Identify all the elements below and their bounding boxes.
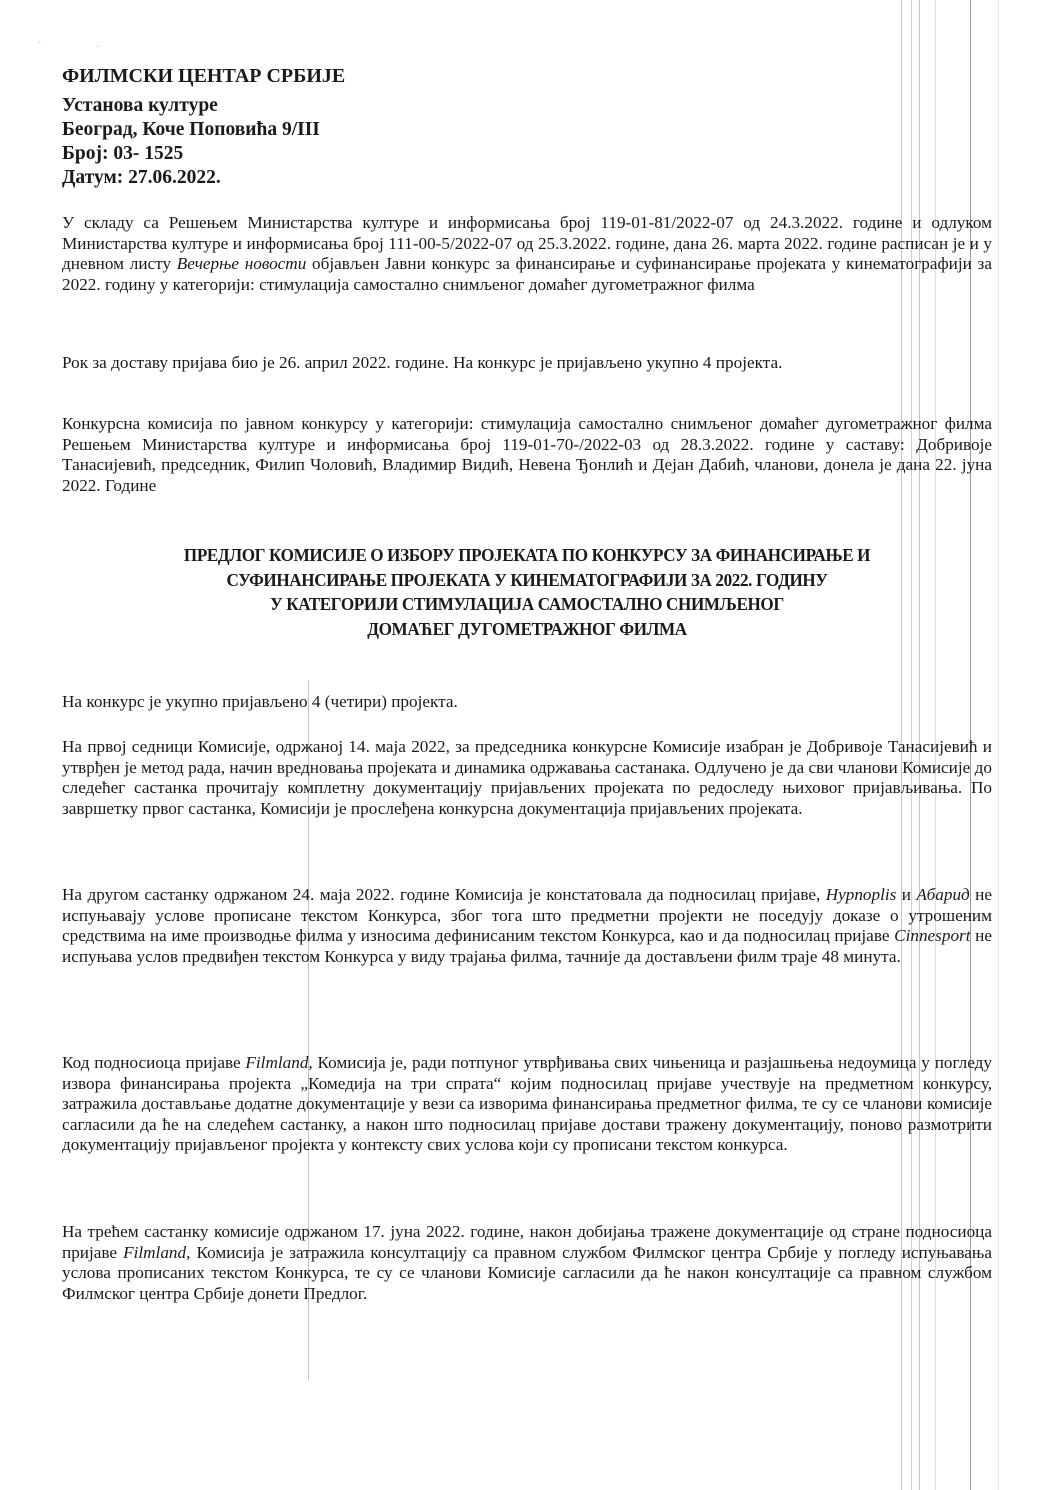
document-header (62, 64, 345, 190)
title-line: У КАТЕГОРИЈИ СТИМУЛАЦИЈА САМОСТАЛНО СНИМЉЕНОГ (270, 594, 784, 614)
text-span: Комисија је затражила консултацију са правном службом Филмског центра Србије у погледу испуњавања услова прописаних текстом Конкурса, те су се чланови Комисије сагласили да ће након консултације са правном службом Филмског центра Србије донети Предлог. (62, 1242, 992, 1303)
title-line: ДОМАЋЕГ ДУГОМЕТРАЖНОГ ФИЛМА (367, 618, 687, 639)
filmland-paragraph (62, 1053, 992, 1156)
text-span: не испуњавају услове прописане текстом Конкурса, због тога што предметни пројекти не поседују доказе о утрошеним средствима на име производње филма у износима дефинисаним текстом Конкурса, као и да подносилац пријаве (62, 885, 992, 946)
intro-paragraph (62, 213, 992, 295)
text-span: објављен Јавни конкурс за финансирање и суфинансирање пројеката у кинематографији за 2022. годину у категорији: стимулација самостално снимљеног домаћег дугометражног филма (62, 254, 992, 294)
organization-name: ФИЛМСКИ ЦЕНТАР СРБИЈЕ (62, 65, 346, 87)
commission-paragraph: Конкурсна комисија по јавном конкурсу у категорији: стимулација самостално снимљеног домаћег дугометражног филма Решењем Министарства културе и информисања број 119-01-70-/2022-03 од 28.3.2022. године у саставу: Добривоје Танасијевић, председник, Филип Чоловић, Владимир Видић, Невена Ђонлић и Дејан Дабић, чланови, донела је дана 22. јуна 2022. Године (62, 414, 992, 495)
applications-count-paragraph: На конкурс је укупно пријављено 4 (четири) пројекта. (62, 692, 458, 711)
scan-speck: · (96, 42, 100, 53)
text-span: У складу са Решењем Министарства културе и информисања број 119-01-81/2022-07 од 24.3.2022. године и одлуком Министарства културе и информисања број 111-00-5/2022-07 од 25.3.2022. године, дана 26. марта 2022. године расписан је и у дневном листу (62, 213, 992, 274)
applicant-name: Filmland, (123, 1242, 191, 1262)
title-line: СУФИНАНСИРАЊЕ ПРОЈЕКАТА У КИНЕМАТОГРАФИЈИ ЗА 2022. ГОДИНУ (226, 569, 828, 590)
text-span: На другом састанку одржаном 24. маја 2022. године Комисија је констатовала да подносилац пријаве, (62, 885, 826, 904)
applicant-name: Cinnesport (894, 926, 971, 946)
text-span: и (896, 885, 917, 904)
text-span: не испуњава услов предвиђен текстом Конкурса у виду трајања филма, тачније да достављени филм траје 48 минута. (62, 926, 992, 966)
text-span: Код подносиоца пријаве (62, 1053, 246, 1072)
title-line: ПРЕДЛОГ КОМИСИЈЕ О ИЗБОРУ ПРОЈЕКАТА ПО КОНКУРСУ ЗА ФИНАНСИРАЊЕ И (183, 545, 871, 565)
scan-speck: · (38, 38, 42, 49)
applicant-name: Filmland, (245, 1053, 313, 1072)
deadline-paragraph: Рок за доставу пријава био је 26. април 2022. године. На конкурс је пријављено укупно 4 пројекта. (62, 353, 783, 372)
second-meeting-paragraph (62, 885, 992, 967)
applicant-name: Hypnoplis (825, 885, 897, 904)
document-number: Број: 03- 1525 (62, 143, 184, 164)
document-date: Датум: 27.06.2022. (62, 167, 221, 188)
proposal-title (95, 543, 960, 641)
newspaper-name: Вечерње новости (176, 254, 307, 274)
text-span: На трећем састанку комисије одржаном 17. јуна 2022. године, након добијања тражене документације од стране подносиоца пријаве (62, 1222, 992, 1262)
applicant-name: Абарид (916, 885, 970, 904)
text-span: Комисија је, ради потпуног утврђивања свих чињеница и разјашњења недоумица у погледу извора финансирања пројекта „Комедија на три спрата“ којим подносилац пријаве учествује на предметном конкурсу, затражила достављање додатне документације у вези са изворима финансирања предметног филма, те су се чланови комисије сагласили да ће на следећем састанку, а након што подносилац пријаве достави тражену документацију, поново размотрити документацију пријављеног пројекта у контексту свих услова који су прописани текстом конкурса. (62, 1053, 992, 1155)
scan-artifact-line (998, 0, 999, 1490)
third-meeting-paragraph (62, 1222, 992, 1304)
address: Београд, Коче Поповића 9/III (62, 119, 320, 140)
institution-type: Установа културе (62, 95, 218, 116)
first-session-paragraph: На првој седници Комисије, одржаној 14. маја 2022, за председника конкурсне Комисије изабран је Добривоје Танасијевић и утврђен је метод рада, начин вредновања пројеката и динамика одржавања састанака. Одлучено је да сви чланови Комисије до следећег састанка прочитају комплетну документацију пријављених пројеката по редоследу њиховог пријављивања. По завршетку првог састанка, Комисији је прослеђена конкурсна документација пријављених пројеката. (62, 737, 992, 818)
